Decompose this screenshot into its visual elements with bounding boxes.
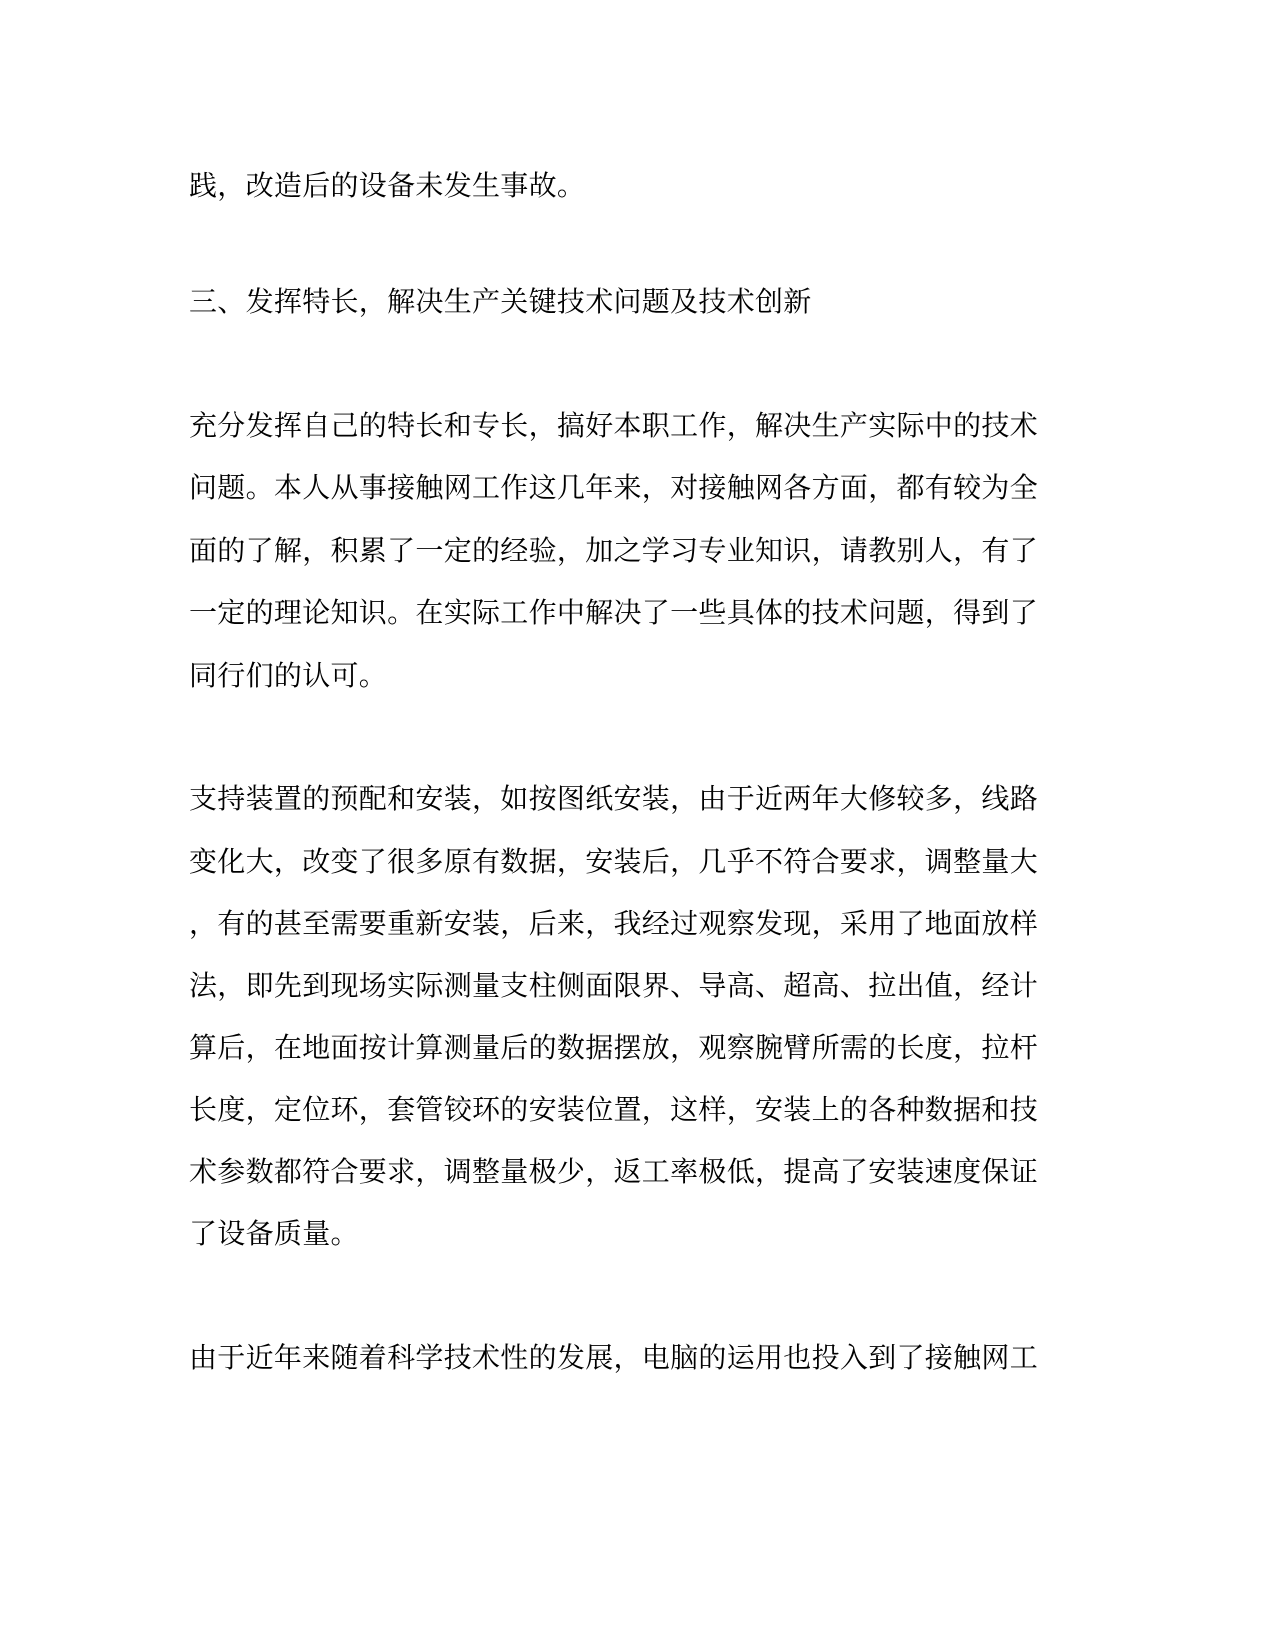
paragraph-line: 支持装置的预配和安装，如按图纸安装，由于近两年大修较多，线路 [189,782,1039,815]
paragraph-line: 一定的理论知识。在实际工作中解决了一些具体的技术问题，得到了 [189,596,1039,629]
paragraph-line: 长度，定位环，套管铰环的安装位置，这样，安装上的各种数据和技 [189,1093,1039,1126]
paragraph-line: 算后，在地面按计算测量后的数据摆放，观察腕臂所需的长度，拉杆 [189,1031,1039,1064]
paragraph-line: 同行们的认可。 [189,659,388,692]
paragraph-line: 术参数都符合要求，调整量极少，返工率极低，提高了安装速度保证 [189,1155,1039,1188]
paragraph-line: 践，改造后的设备未发生事故。 [189,169,586,202]
paragraph-line: 变化大，改变了很多原有数据，安装后，几乎不符合要求，调整量大 [189,845,1039,878]
paragraph-line: 法，即先到现场实际测量支柱侧面限界、导高、超高、拉出值，经计 [189,969,1039,1002]
paragraph-line: 了设备质量。 [189,1217,359,1250]
paragraph-line: 充分发挥自己的特长和专长，搞好本职工作，解决生产实际中的技术 [189,409,1039,442]
paragraph-line: 问题。本人从事接触网工作这几年来，对接触网各方面，都有较为全 [189,471,1039,504]
section-heading: 三、发挥特长，解决生产关键技术问题及技术创新 [189,285,812,318]
paragraph-line: ，有的甚至需要重新安装，后来，我经过观察发现，采用了地面放样 [189,907,1039,940]
paragraph-line: 由于近年来随着科学技术性的发展，电脑的运用也投入到了接触网工 [189,1341,1039,1374]
paragraph-line: 面的了解，积累了一定的经验，加之学习专业知识，请教别人，有了 [189,534,1039,567]
